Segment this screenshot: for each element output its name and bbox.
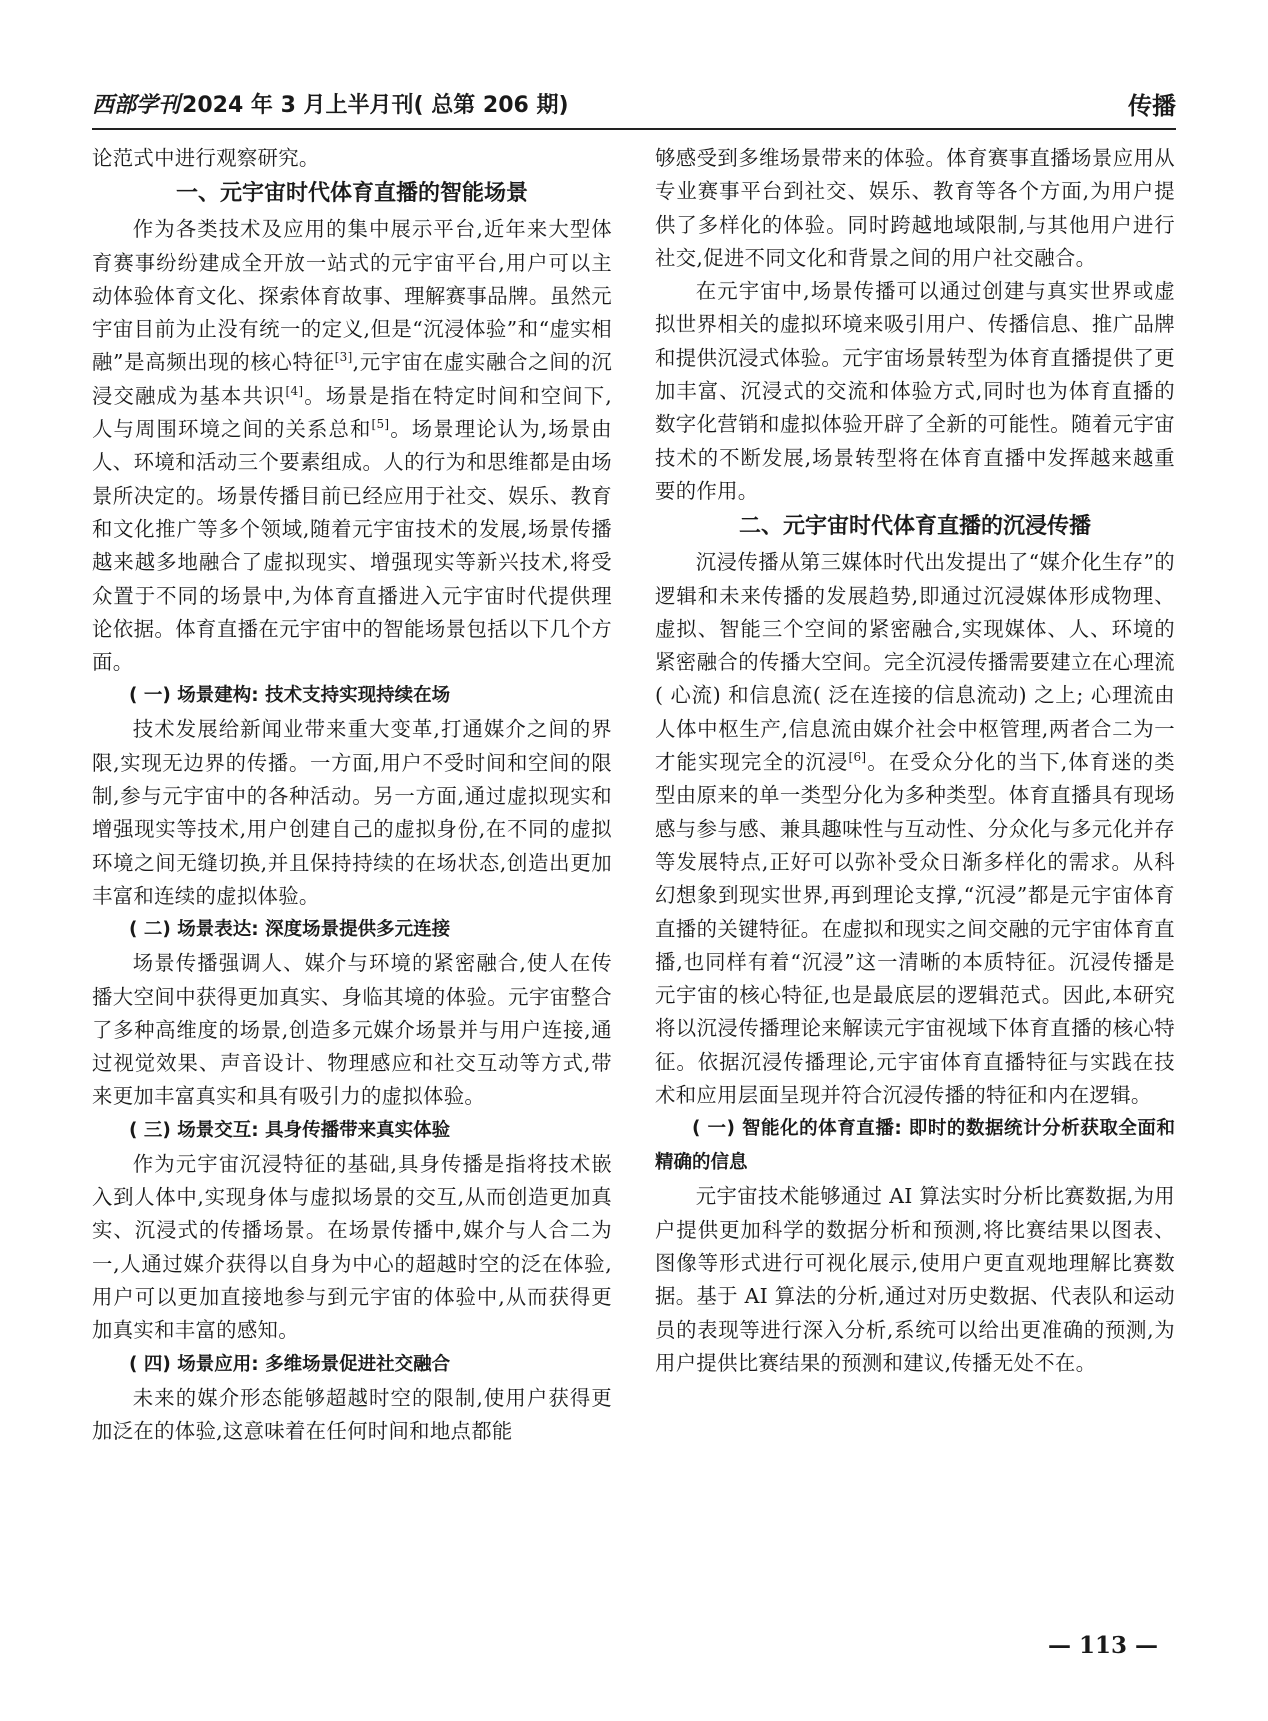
subsection-heading: ( 四) 场景应用: 多维场景促进社交融合	[129, 1353, 451, 1375]
left-column	[92, 142, 612, 1448]
citation-5: [5]	[371, 417, 390, 432]
citation-3: [3]	[334, 350, 353, 365]
right-column	[655, 142, 1175, 1380]
page-number: — 113 —	[1047, 1632, 1158, 1659]
journal-info	[92, 88, 569, 119]
citation-6: [6]	[848, 750, 867, 765]
paragraph: 技术发展给新闻业带来重大变革,打通媒介之间的界限,实现无边界的传播。一方面,用户不受时间和空间的限制,参与元宇宙中的各种活动。另一方面,通过虚拟现实和增强现实等技术,用户创建自己的虚拟身份,在不同的虚拟环境之间无缝切换,并且保持持续的在场状态,创造出更加丰富和连续的虚拟体验。	[92, 717, 612, 908]
citation-4: [4]	[285, 383, 304, 398]
text-run: 。场景是指在特定时间和空间下,人与周围环境之间的关系总和	[92, 383, 612, 442]
paragraph	[92, 213, 612, 679]
section-heading-2: 二、元宇宙时代体育直播的沉浸传播	[738, 514, 1091, 540]
text-run: ,元宇宙在虚实融合之间的沉浸交融成为基本共识	[92, 350, 612, 408]
text-run: 作为各类技术及应用的集中展示平台,近年来大型体育赛事纷纷建成全开放一站式的元宇宙平台,用户可以主动体验体育文化、探索体育故事、理解赛事品牌。虽然元宇宙目前为止没有统一的定义,但是“沉浸体验”和“虚实相融”是高频出现的核心特征	[92, 217, 612, 375]
subsection-heading: ( 三) 场景交互: 具身传播带来真实体验	[129, 1119, 451, 1141]
paragraph: 作为元宇宙沉浸特征的基础,具身传播是指将技术嵌入到人体中,实现身体与虚拟场景的交互,从而创造更加真实、沉浸式的传播场景。在场景传播中,媒介与人合二为一,人通过媒介获得以自身为中心的超越时空的泛在体验,用户可以更加直接地参与到元宇宙的体验中,从而获得更加真实和丰富的感知。	[92, 1151, 612, 1343]
paragraph: 够感受到多维场景带来的体验。体育赛事直播场景应用从专业赛事平台到社交、娱乐、教育等各个方面,为用户提供了多样化的体验。同时跨越地域限制,与其他用户进行社交,促进不同文化和背景之间的用户社交融合。	[655, 146, 1175, 270]
paragraph: 未来的媒介形态能够超越时空的限制,使用户获得更加泛在的体验,这意味着在任何时间和地点都能	[92, 1385, 612, 1443]
paragraph: 在元宇宙中,场景传播可以通过创建与真实世界或虚拟世界相关的虚拟环境来吸引用户、传播信息、推广品牌和提供沉浸式体验。元宇宙场景转型为体育直播提供了更加丰富、沉浸式的交流和体验方式,同时也为体育直播的数字化营销和虚拟体验开辟了全新的可能性。随着元宇宙技术的不断发展,场景转型将在体育直播中发挥越来越重要的作用。	[655, 279, 1175, 503]
text-run: 。在受众分化的当下,体育迷的类型由原来的单一类型分化为多种类型。体育直播具有现场感与参与感、兼具趣味性与互动性、分众化与多元化并存等发展特点,正好可以弥补受众日渐多样化的需求。从科幻想象到现实世界,再到理论支撑,“沉浸”都是元宇宙体育直播的关键特征。在虚拟和现实之间交融的元宇宙体育直播,也同样有着“沉浸”这一清晰的本质特征。沉浸传播是元宇宙的核心特征,也是最底层的逻辑范式。因此,本研究将以沉浸传播理论来解读元宇宙视域下体育直播的核心特征。依据沉浸传播理论,元宇宙体育直播特征与实践在技术和应用层面呈现并符合沉浸传播的特征和内在逻辑。	[655, 750, 1175, 1108]
section-heading-1: 一、元宇宙时代体育直播的智能场景	[175, 181, 528, 207]
running-header	[92, 84, 1176, 130]
subsection-heading: ( 二) 场景表达: 深度场景提供多元连接	[129, 919, 451, 941]
subsection-heading: ( 一) 场景建构: 技术支持实现持续在场	[129, 685, 451, 707]
paragraph: 场景传播强调人、媒介与环境的紧密融合,使人在传播大空间中获得更加真实、身临其境的体验。元宇宙整合了多种高维度的场景,创造多元媒介场景并与用户连接,通过视觉效果、声音设计、物理感应和社交互动等方式,带来更加丰富真实和具有吸引力的虚拟体验。	[92, 951, 612, 1109]
text-run: 沉浸传播从第三媒体时代出发提出了“媒介化生存”的逻辑和未来传播的发展趋势,即通过沉浸媒体形成物理、虚拟、智能三个空间的紧密融合,实现媒体、人、环境的紧密融合的传播大空间。完全沉浸传播需要建立在心理流( 心流) 和信息流( 泛在连接的信息流动) 之上; 心理流由人体中枢生产,信息流由媒介社会中枢管理,两者合二为一才能实现完全的沉浸	[655, 550, 1175, 775]
subsection-heading: ( 一) 智能化的体育直播: 即时的数据统计分析获取全面和精确的信息	[655, 1118, 1175, 1174]
issue-info: 2024 年 3 月上半月刊( 总第 206 期)	[182, 93, 569, 118]
section-label: 传播	[1128, 92, 1176, 120]
paragraph: 元宇宙技术能够通过 AI 算法实时分析比赛数据,为用户提供更加科学的数据分析和预测,将比赛结果以图表、图像等形式进行可视化展示,使用户更直观地理解比赛数据。基于 AI 算法的分析,通过对历史数据、代表队和运动员的表现等进行深入分析,系统可以给出更准确的预测,为用户提供比赛结果的预测和建议,传播无处不在。	[655, 1184, 1175, 1375]
journal-logo: 西部学刊	[92, 92, 181, 118]
paragraph: 论范式中进行观察研究。	[92, 146, 320, 170]
paragraph	[655, 546, 1175, 1112]
text-run: 。场景理论认为,场景由人、环境和活动三个要素组成。人的行为和思维都是由场景所决定的。场景传播目前已经应用于社交、娱乐、教育和文化推广等多个领域,随着元宇宙技术的发展,场景传播越来越多地融合了虚拟现实、增强现实等新兴技术,将受众置于不同的场景中,为体育直播进入元宇宙时代提供理论依据。体育直播在元宇宙中的智能场景包括以下几个方面。	[92, 417, 612, 675]
